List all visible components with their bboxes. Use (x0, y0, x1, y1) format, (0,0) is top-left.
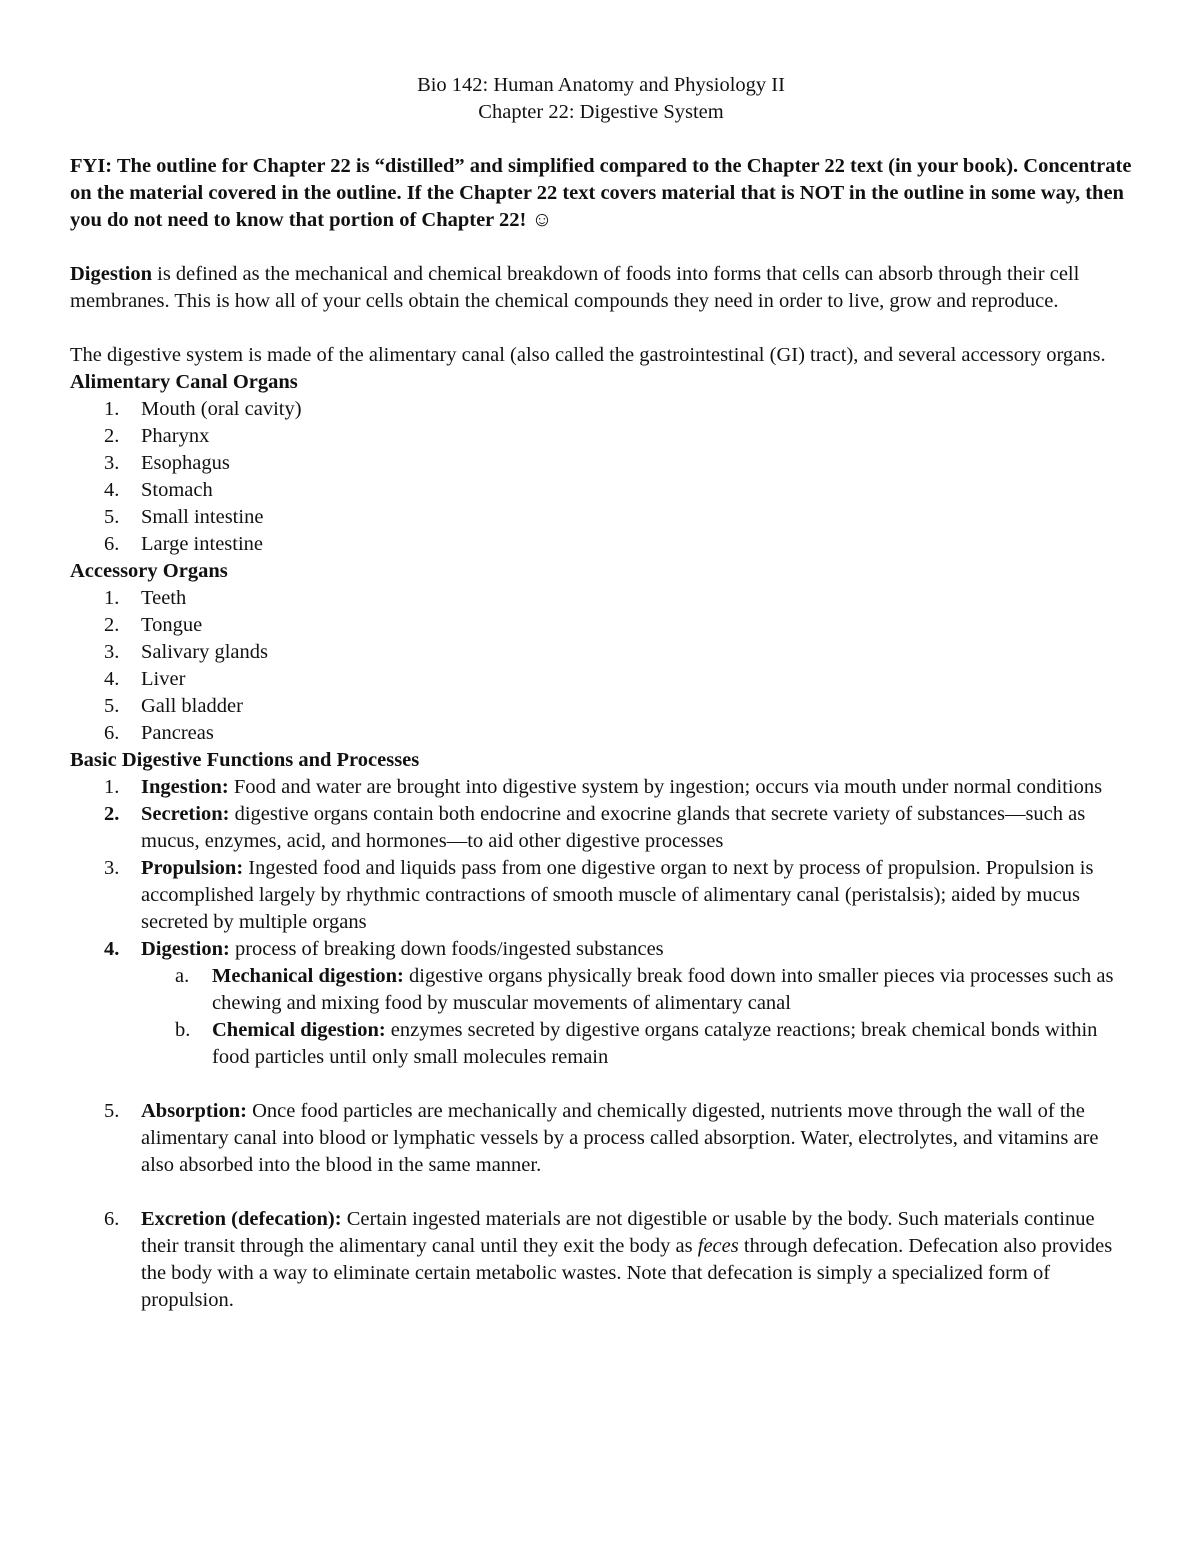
list-item: 5. Small intestine (104, 506, 264, 528)
accessory-list (70, 585, 1132, 747)
list-item: 4. Stomach (104, 479, 213, 501)
course-title: Bio 142: Human Anatomy and Physiology II (417, 74, 785, 96)
list-item: 6. Pancreas (104, 722, 214, 744)
list-item: 5. Gall bladder (104, 695, 243, 717)
list-item: 3. Esophagus (104, 452, 230, 474)
accessory-heading: Accessory Organs (70, 560, 228, 582)
list-item: 4. Digestion: process of breaking down foods/ingested substances (104, 938, 664, 960)
list-item: 2. Secretion: digestive organs contain both endocrine and exocrine glands that secrete variety of substances—such as mucus, enzymes, acid, and hormones—to aid other digestive processes (104, 803, 1086, 852)
functions-heading: Basic Digestive Functions and Processes (70, 749, 420, 771)
document-page (70, 72, 1132, 1314)
system-description: The digestive system is made of the alimentary canal (also called the gastrointestinal (GI) tract), and several accessory organs. (70, 344, 1106, 366)
alimentary-heading: Alimentary Canal Organs (70, 371, 298, 393)
functions-list (70, 774, 1132, 1314)
digestion-definition (70, 261, 1132, 315)
spacer (70, 1071, 1132, 1098)
sub-list-item: b. Chemical digestion: enzymes secreted by digestive organs catalyze reactions; break chemical bonds within food particles until only small molecules remain (175, 1019, 1098, 1068)
list-item: 1. Mouth (oral cavity) (104, 398, 302, 420)
list-item: 3. Salivary glands (104, 641, 268, 663)
list-item: 3. Propulsion: Ingested food and liquids pass from one digestive organ to next by process of propulsion. Propulsion is accomplished largely by rhythmic contractions of smooth muscle of alimentary canal (peristalsis); aided by mucus secreted by multiple organs (104, 857, 1094, 933)
list-item: 1. Teeth (104, 587, 187, 609)
list-item: 1. Ingestion: Food and water are brought into digestive system by ingestion; occurs via mouth under normal conditions (104, 776, 1103, 798)
digestion-definition-text: is defined as the mechanical and chemical breakdown of foods into forms that cells can absorb through their cell membranes. This is how all of your cells obtain the chemical compounds they need in order to live, grow and reproduce. (70, 263, 1080, 312)
alimentary-list (70, 396, 1132, 558)
list-item: 2. Tongue (104, 614, 203, 636)
list-item: 2. Pharynx (104, 425, 210, 447)
digestion-term: Digestion (70, 263, 152, 285)
sub-list-item: a. Mechanical digestion: digestive organs physically break food down into smaller pieces via processes such as chewing and mixing food by muscular movements of alimentary canal (175, 965, 1114, 1014)
list-item: 4. Liver (104, 668, 186, 690)
spacer (70, 1179, 1132, 1206)
list-item: 6. Large intestine (104, 533, 264, 555)
list-item: 6. Excretion (defecation): Certain ingested materials are not digestible or usable by the body. Such materials continue their transit through the alimentary canal until they exit the body as feces through defecation. Defecation also provides the body with a way to eliminate certain metabolic wastes. Note that defecation is simply a specialized form of propulsion. (104, 1208, 1113, 1311)
fyi-note: FYI: The outline for Chapter 22 is “distilled” and simplified compared to the Chapter 22 text (in your book). Concentrate on the material covered in the outline. If the Chapter 22 text covers material that is NOT in the outline in some way, then you do not need to know that portion of Chapter 22! ☺ (70, 155, 1132, 231)
chapter-title: Chapter 22: Digestive System (478, 101, 724, 123)
list-item: 5. Absorption: Once food particles are mechanically and chemically digested, nutrients move through the wall of the alimentary canal into blood or lymphatic vessels by a process called absorption. Water, electrolytes, and vitamins are also absorbed into the blood in the same manner. (104, 1100, 1099, 1176)
